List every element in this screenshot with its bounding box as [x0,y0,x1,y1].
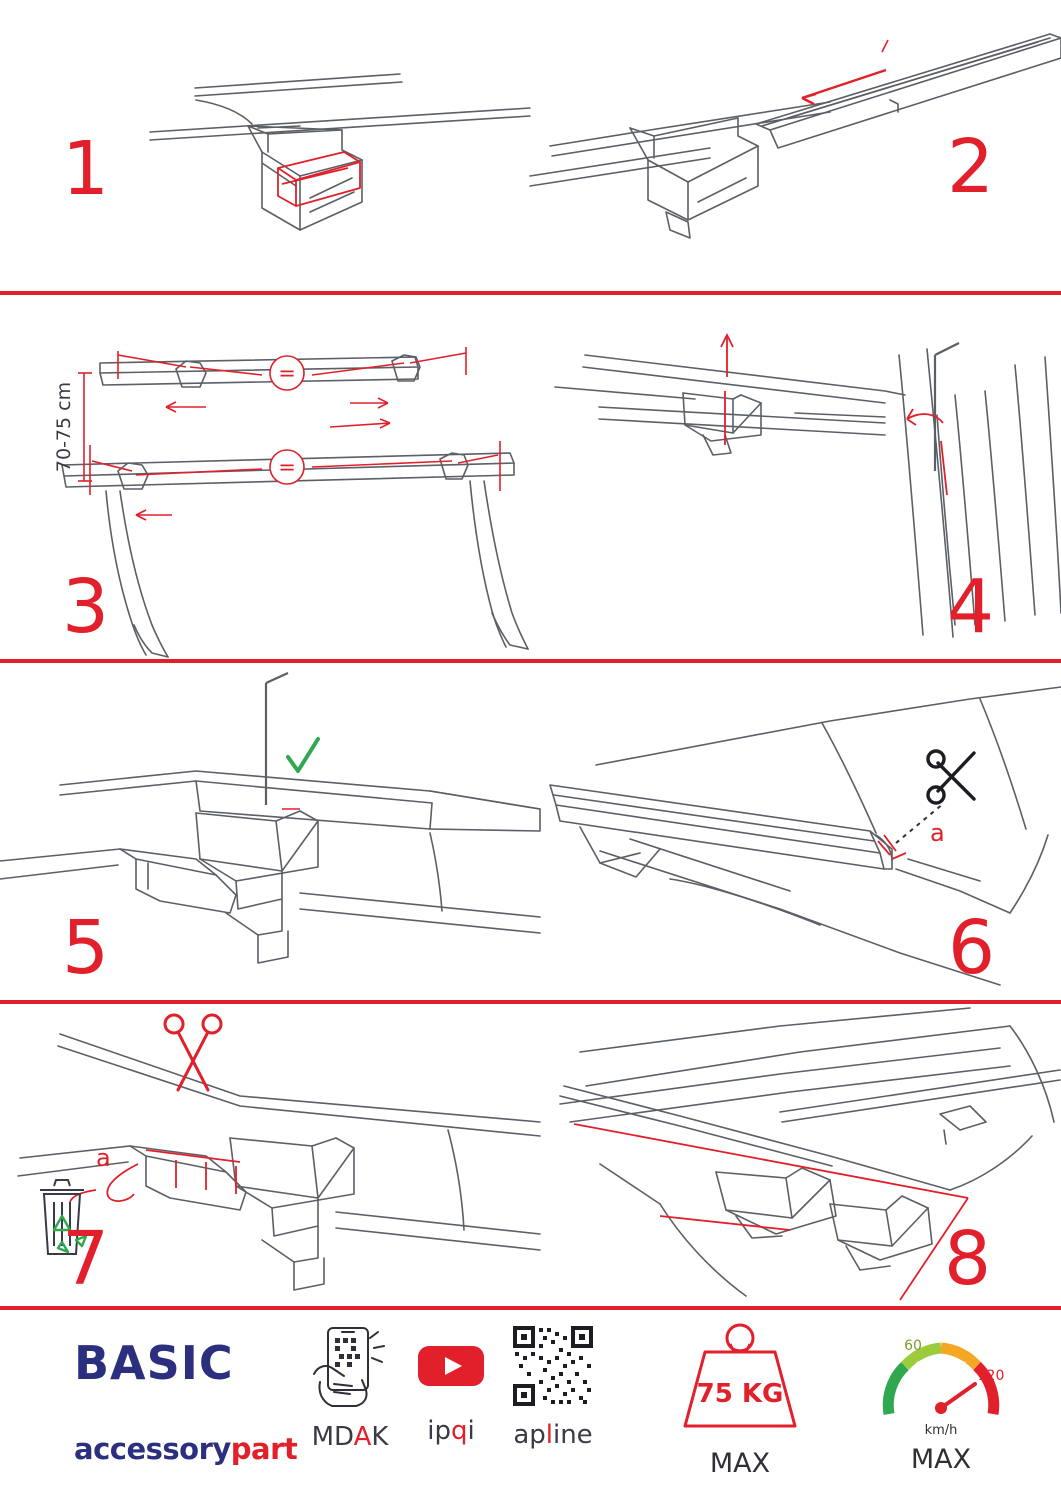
accessorypart-logo [74,1432,298,1466]
part-label-a-step6: a [930,819,945,847]
step-6-number: 6 [948,905,996,991]
brand-apline [488,1324,618,1450]
scissors-icon [928,751,974,803]
qr-hand-phone-icon [304,1324,396,1410]
equal-mark-top: = [278,361,296,385]
scissors-icon-step7 [165,1015,221,1090]
weight-icon [675,1322,805,1442]
accessorypart-second: part [230,1432,298,1466]
step-5-number: 5 [62,905,110,991]
speedometer-icon [871,1322,1011,1442]
accessorypart-first: accessory [74,1432,231,1466]
part-label-a-step7: a [96,1144,111,1172]
load-limit [660,1322,820,1479]
mdak-label [290,1422,410,1452]
step-4-number: 4 [947,564,995,650]
equal-mark-bottom: = [278,455,296,479]
speed-limit [856,1322,1026,1475]
step-4-panel [555,295,1061,659]
step-8-panel [540,1004,1061,1306]
speed-tick-60: 60 [904,1338,922,1354]
step-7-number: 7 [62,1216,110,1302]
youtube-icon[interactable] [416,1340,486,1390]
ipqi-label-accent: q [450,1416,468,1446]
apline-label [488,1420,618,1450]
step-8-number: 8 [944,1216,992,1302]
load-limit-value: 75 KG [696,1379,784,1409]
step-2-panel [530,0,1061,291]
apline-label-plain: ap [513,1420,546,1450]
step-2-number: 2 [947,124,995,210]
step-3-number: 3 [62,564,110,650]
qr-code-icon[interactable] [511,1324,595,1408]
apline-label-tail: ine [552,1420,593,1450]
check-icon [288,739,318,771]
speed-limit-caption: MAX [910,1444,972,1475]
step-1-number: 1 [62,126,110,212]
mdak-label-plain: MD [311,1422,354,1452]
step-3-panel [0,295,555,659]
speed-tick-120: 120 [977,1368,1005,1384]
apline-label-accent: l [545,1420,553,1450]
brand-mdak [290,1324,410,1452]
mdak-label-accent: A [353,1422,372,1452]
footer [0,1306,1061,1500]
speed-unit: km/h [924,1423,958,1438]
brand-basic [74,1336,298,1466]
step-7-panel [0,1004,540,1306]
mdak-label-tail: K [371,1422,389,1452]
ipqi-label-plain: ip [427,1416,451,1446]
dimension-label: 70-75 cm [53,381,75,473]
step-6-panel [540,663,1061,1000]
step-1-panel [0,0,530,291]
load-limit-caption: MAX [709,1448,771,1479]
ipqi-label-tail: i [467,1416,475,1446]
basic-label: BASIC [74,1336,234,1390]
step-5-panel [0,663,540,1000]
